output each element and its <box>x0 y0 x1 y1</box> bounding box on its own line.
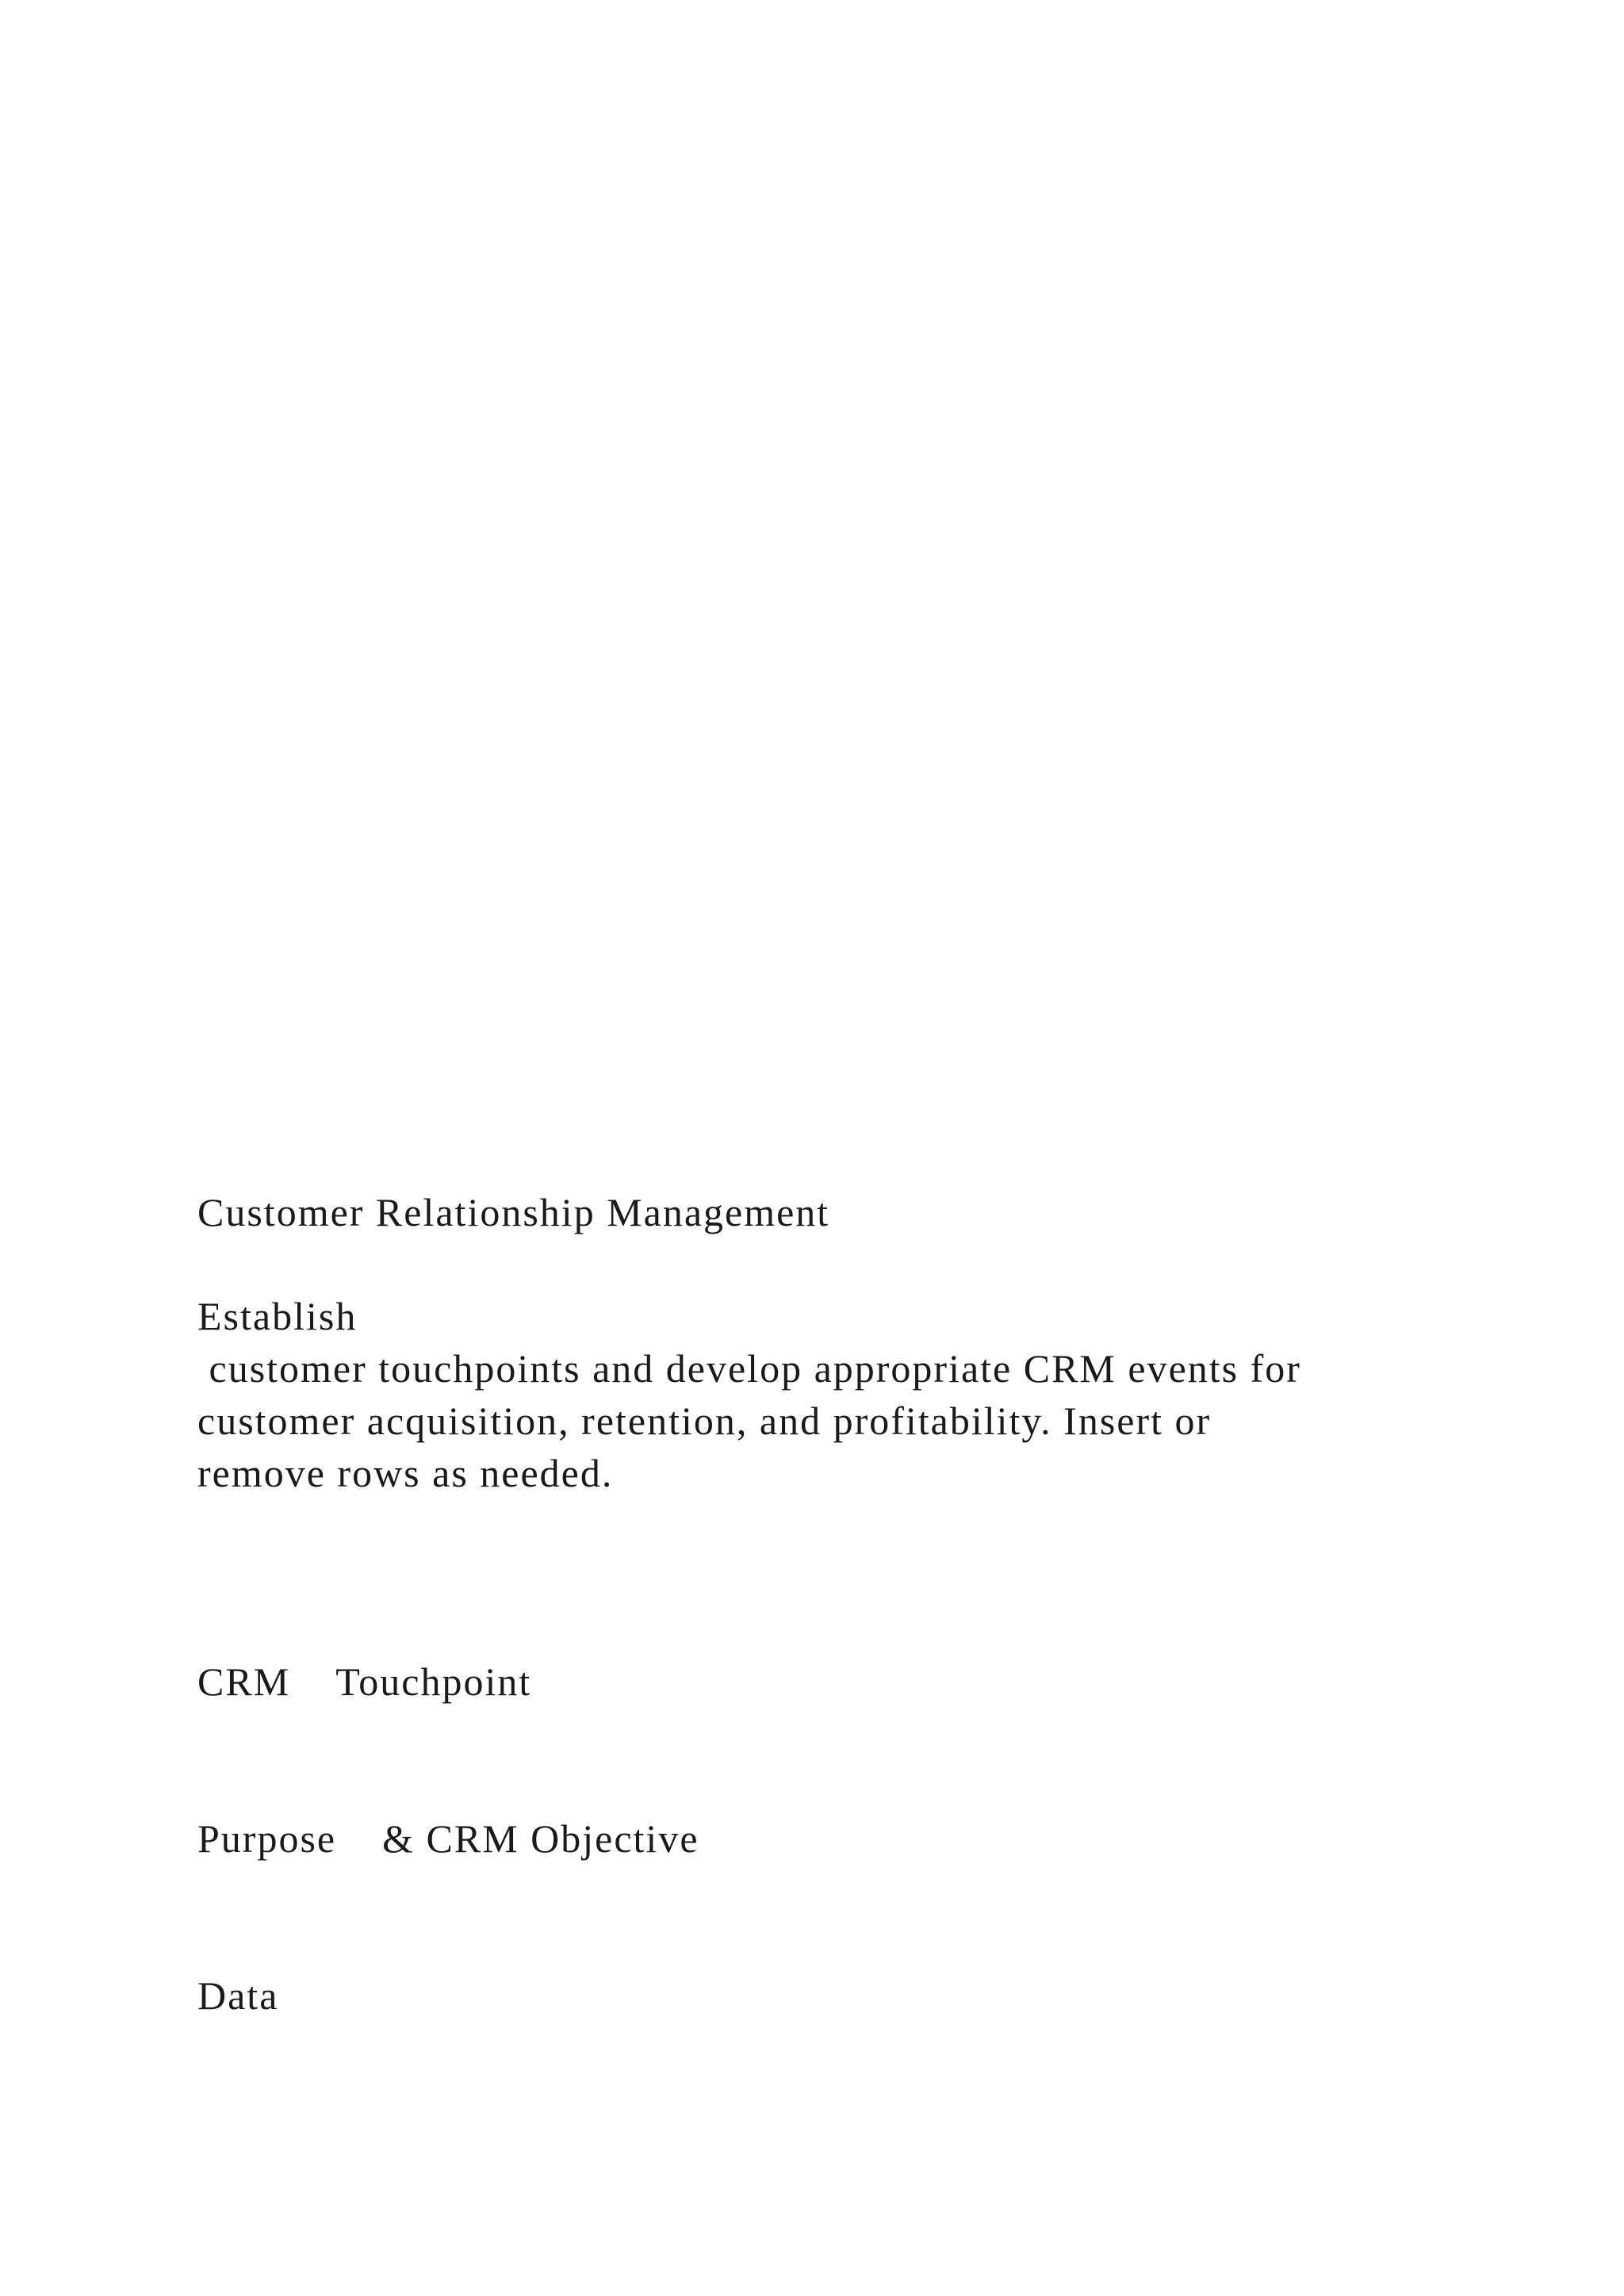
column-header-crm-touchpoint: CRM Touchpoint <box>197 1659 532 1704</box>
instruction-line: Establish <box>197 1294 358 1338</box>
document-title: Customer Relationship Management <box>197 1190 830 1234</box>
column-header-purpose-objective: Purpose & CRM Objective <box>197 1816 699 1861</box>
column-header-data: Data <box>197 1973 279 2018</box>
instruction-line: customer acquisition, retention, and profitability. Insert or <box>197 1399 1212 1443</box>
instruction-line: customer touchpoints and develop appropriate CRM events for <box>197 1346 1301 1391</box>
instruction-line: remove rows as needed. <box>197 1451 614 1495</box>
